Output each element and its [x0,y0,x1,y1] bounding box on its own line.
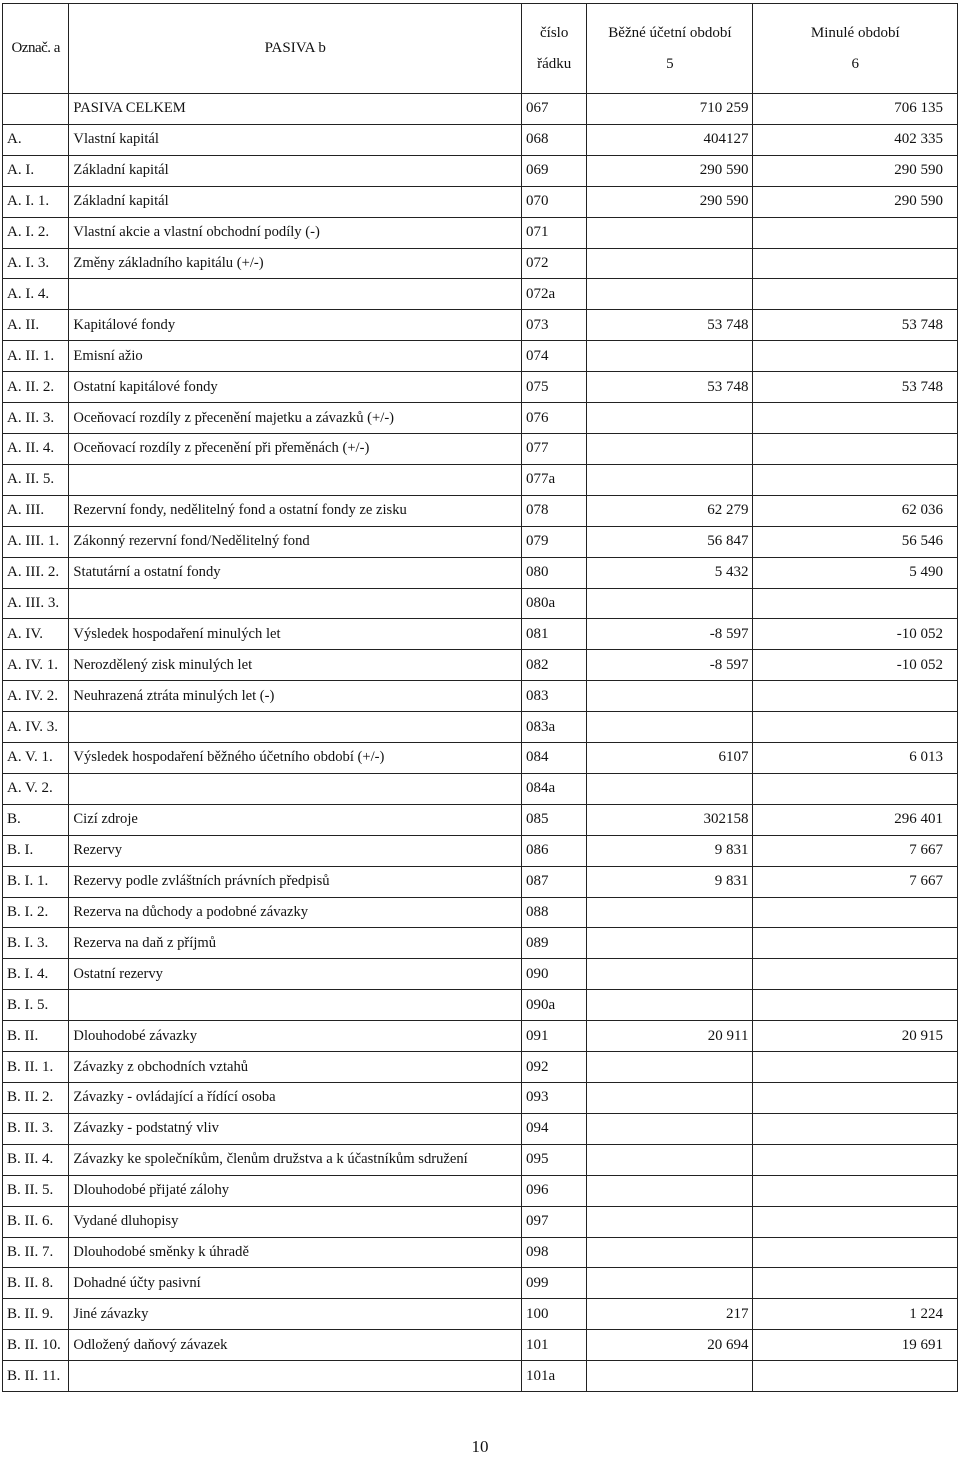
row-previous-period [753,217,958,248]
row-current-period [587,588,753,619]
row-current-period [587,1361,753,1392]
row-name: Dohadné účty pasivní [69,1268,522,1299]
row-name: Rezervní fondy, nedělitelný fond a ostatní fondy ze zisku [69,495,522,526]
row-mark: A. I. 2. [3,217,69,248]
table-row [3,186,958,217]
row-name [69,464,522,495]
row-number: 076 [522,403,587,434]
table-row [3,403,958,434]
table-row [3,1113,958,1144]
row-name: Dlouhodobé přijaté zálohy [69,1175,522,1206]
row-previous-period: 53 748 [753,310,958,341]
row-current-period [587,1083,753,1114]
row-previous-period: -10 052 [753,619,958,650]
row-mark: B. I. 5. [3,990,69,1021]
table-row [3,495,958,526]
row-current-period [587,279,753,310]
row-mark: A. II. [3,310,69,341]
table-header-row [3,4,958,94]
table-row [3,310,958,341]
row-current-period [587,897,753,928]
table-row [3,1021,958,1052]
row-name: Jiné závazky [69,1299,522,1330]
header-current-period [587,4,753,94]
row-current-period: 9 831 [587,866,753,897]
table-row [3,341,958,372]
row-current-period [587,1113,753,1144]
row-previous-period [753,990,958,1021]
row-current-period [587,217,753,248]
row-number: 077 [522,433,587,464]
row-mark: B. II. [3,1021,69,1052]
row-current-period: 20 694 [587,1330,753,1361]
row-previous-period: 53 748 [753,372,958,403]
row-previous-period [753,433,958,464]
header-previous-period [753,4,958,94]
row-previous-period [753,1083,958,1114]
row-mark: A. II. 2. [3,372,69,403]
row-name: Statutární a ostatní fondy [69,557,522,588]
row-current-period: 5 432 [587,557,753,588]
row-current-period: 56 847 [587,526,753,557]
row-current-period: 62 279 [587,495,753,526]
table-row [3,526,958,557]
table-row [3,217,958,248]
header-current-period-bottom: 5 [666,55,674,72]
row-previous-period: 7 667 [753,866,958,897]
row-previous-period [753,1361,958,1392]
row-mark: A. II. 4. [3,433,69,464]
row-name: Závazky ke společníkům, členům družstva a k účastníkům sdružení [69,1144,522,1175]
row-current-period [587,341,753,372]
row-mark: B. II. 9. [3,1299,69,1330]
row-mark: B. II. 5. [3,1175,69,1206]
table-row [3,433,958,464]
row-number: 083a [522,712,587,743]
row-previous-period [753,897,958,928]
row-previous-period: 5 490 [753,557,958,588]
row-number: 097 [522,1206,587,1237]
row-current-period: 302158 [587,804,753,835]
row-mark: A. IV. [3,619,69,650]
row-number: 100 [522,1299,587,1330]
row-name: Výsledek hospodaření minulých let [69,619,522,650]
row-previous-period [753,403,958,434]
row-previous-period [753,588,958,619]
row-number: 101a [522,1361,587,1392]
row-mark: A. I. 1. [3,186,69,217]
row-number: 090a [522,990,587,1021]
row-name: Závazky z obchodních vztahů [69,1052,522,1083]
row-name: Vydané dluhopisy [69,1206,522,1237]
row-previous-period [753,1206,958,1237]
row-current-period: 53 748 [587,310,753,341]
row-name: Rezervy [69,835,522,866]
row-number: 080 [522,557,587,588]
row-previous-period: 706 135 [753,94,958,125]
row-mark: A. I. 3. [3,248,69,279]
table-row [3,155,958,186]
table-row [3,897,958,928]
row-number: 071 [522,217,587,248]
table-row [3,124,958,155]
row-current-period [587,403,753,434]
row-mark: B. II. 6. [3,1206,69,1237]
row-previous-period: 20 915 [753,1021,958,1052]
row-previous-period: 62 036 [753,495,958,526]
row-previous-period [753,1113,958,1144]
table-row [3,1330,958,1361]
table-row [3,248,958,279]
row-previous-period: -10 052 [753,650,958,681]
row-mark: A. I. 4. [3,279,69,310]
row-current-period: 710 259 [587,94,753,125]
row-number: 078 [522,495,587,526]
row-previous-period: 6 013 [753,743,958,774]
row-mark: A. III. 2. [3,557,69,588]
table-row [3,1083,958,1114]
row-number: 088 [522,897,587,928]
row-previous-period: 19 691 [753,1330,958,1361]
table-row [3,773,958,804]
table-row [3,959,958,990]
row-current-period [587,681,753,712]
row-previous-period: 402 335 [753,124,958,155]
row-name: Dlouhodobé směnky k úhradě [69,1237,522,1268]
row-mark: A. III. 3. [3,588,69,619]
table-row [3,1299,958,1330]
row-mark: A. III. 1. [3,526,69,557]
table-row [3,712,958,743]
row-mark: B. II. 2. [3,1083,69,1114]
row-name [69,712,522,743]
row-name: Ostatní kapitálové fondy [69,372,522,403]
table-row [3,279,958,310]
row-number: 084a [522,773,587,804]
row-current-period [587,248,753,279]
row-name: Odložený daňový závazek [69,1330,522,1361]
row-previous-period [753,681,958,712]
row-current-period [587,1052,753,1083]
row-previous-period: 296 401 [753,804,958,835]
table-row [3,464,958,495]
row-number: 072 [522,248,587,279]
table-body [3,94,958,1392]
header-previous-period-bottom: 6 [851,55,859,72]
header-previous-period-top: Minulé období [810,24,900,41]
row-number: 099 [522,1268,587,1299]
row-number: 083 [522,681,587,712]
row-mark: B. II. 4. [3,1144,69,1175]
row-number: 068 [522,124,587,155]
header-row-number [522,4,587,94]
row-name: Závazky - ovládající a řídící osoba [69,1083,522,1114]
row-name: Vlastní kapitál [69,124,522,155]
row-previous-period [753,928,958,959]
row-name: Kapitálové fondy [69,310,522,341]
table-row [3,804,958,835]
row-number: 080a [522,588,587,619]
row-mark [3,94,69,125]
row-mark: A. [3,124,69,155]
table-row [3,650,958,681]
row-current-period [587,959,753,990]
row-number: 089 [522,928,587,959]
header-row-number-bottom: řádku [537,55,572,72]
row-name: Ostatní rezervy [69,959,522,990]
row-number: 075 [522,372,587,403]
row-mark: A. V. 1. [3,743,69,774]
table-row [3,743,958,774]
page-number: 10 [471,1437,489,1456]
table-row [3,94,958,125]
row-mark: A. II. 5. [3,464,69,495]
row-current-period [587,712,753,743]
row-name: Oceňovací rozdíly z přecenění při přeměnách (+/-) [69,433,522,464]
row-current-period [587,928,753,959]
row-mark: B. II. 8. [3,1268,69,1299]
table-row [3,1175,958,1206]
row-current-period: -8 597 [587,619,753,650]
row-previous-period [753,1268,958,1299]
row-previous-period [753,1175,958,1206]
row-mark: B. I. 2. [3,897,69,928]
row-name: Základní kapitál [69,186,522,217]
table-row [3,1268,958,1299]
header-row-number-top: číslo [540,24,569,41]
row-current-period [587,1175,753,1206]
row-current-period [587,1268,753,1299]
row-number: 072a [522,279,587,310]
table-row [3,835,958,866]
row-name: Výsledek hospodaření běžného účetního období (+/-) [69,743,522,774]
row-number: 074 [522,341,587,372]
row-previous-period: 290 590 [753,155,958,186]
row-name [69,588,522,619]
table-row [3,1144,958,1175]
row-mark: B. II. 7. [3,1237,69,1268]
header-name: PASIVA b [69,4,522,94]
table-row [3,588,958,619]
row-mark: B. II. 11. [3,1361,69,1392]
table-row [3,1237,958,1268]
table-row [3,619,958,650]
row-name: Oceňovací rozdíly z přecenění majetku a závazků (+/-) [69,403,522,434]
table-row [3,372,958,403]
row-number: 073 [522,310,587,341]
row-mark: B. I. 1. [3,866,69,897]
row-current-period [587,433,753,464]
row-number: 085 [522,804,587,835]
row-number: 094 [522,1113,587,1144]
row-current-period: 9 831 [587,835,753,866]
row-number: 087 [522,866,587,897]
row-name: Závazky - podstatný vliv [69,1113,522,1144]
row-name: Dlouhodobé závazky [69,1021,522,1052]
row-previous-period: 290 590 [753,186,958,217]
row-previous-period [753,773,958,804]
row-number: 079 [522,526,587,557]
row-number: 093 [522,1083,587,1114]
row-mark: A. IV. 2. [3,681,69,712]
row-previous-period: 7 667 [753,835,958,866]
row-mark: A. IV. 1. [3,650,69,681]
row-mark: A. II. 3. [3,403,69,434]
row-name [69,279,522,310]
row-mark: A. III. [3,495,69,526]
table-row [3,681,958,712]
row-number: 067 [522,94,587,125]
row-current-period: 217 [587,1299,753,1330]
row-current-period: 290 590 [587,186,753,217]
balance-sheet-liabilities-table [2,3,958,1392]
row-number: 091 [522,1021,587,1052]
row-mark: A. II. 1. [3,341,69,372]
row-mark: B. II. 10. [3,1330,69,1361]
row-name: Vlastní akcie a vlastní obchodní podíly (-) [69,217,522,248]
table-row [3,1052,958,1083]
row-previous-period [753,341,958,372]
table-row [3,866,958,897]
row-mark: B. II. 3. [3,1113,69,1144]
row-current-period: 290 590 [587,155,753,186]
row-previous-period [753,1052,958,1083]
row-mark: B. II. 1. [3,1052,69,1083]
row-mark: A. V. 2. [3,773,69,804]
row-name [69,773,522,804]
row-number: 069 [522,155,587,186]
row-number: 077a [522,464,587,495]
row-previous-period [753,712,958,743]
row-current-period: 404127 [587,124,753,155]
row-number: 070 [522,186,587,217]
row-number: 081 [522,619,587,650]
row-current-period [587,1206,753,1237]
row-mark: B. I. [3,835,69,866]
row-number: 096 [522,1175,587,1206]
row-mark: B. [3,804,69,835]
row-previous-period [753,959,958,990]
row-previous-period [753,1144,958,1175]
row-previous-period: 56 546 [753,526,958,557]
row-number: 082 [522,650,587,681]
table-row [3,1361,958,1392]
row-name: Zákonný rezervní fond/Nedělitelný fond [69,526,522,557]
row-name: Základní kapitál [69,155,522,186]
row-mark: A. IV. 3. [3,712,69,743]
row-previous-period [753,279,958,310]
row-number: 092 [522,1052,587,1083]
row-current-period [587,990,753,1021]
row-name: Rezervy podle zvláštních právních předpisů [69,866,522,897]
row-number: 101 [522,1330,587,1361]
row-name: Rezerva na daň z příjmů [69,928,522,959]
row-previous-period [753,464,958,495]
row-current-period [587,464,753,495]
row-number: 090 [522,959,587,990]
row-name: Rezerva na důchody a podobné závazky [69,897,522,928]
row-name [69,1361,522,1392]
row-previous-period [753,1237,958,1268]
row-current-period: 6107 [587,743,753,774]
table-row [3,990,958,1021]
header-mark: Označ. a [3,4,69,94]
row-name: Cizí zdroje [69,804,522,835]
table-row [3,557,958,588]
row-current-period [587,1237,753,1268]
row-current-period: -8 597 [587,650,753,681]
row-current-period [587,773,753,804]
row-name: PASIVA CELKEM [69,94,522,125]
row-current-period: 53 748 [587,372,753,403]
row-current-period: 20 911 [587,1021,753,1052]
row-name [69,990,522,1021]
row-number: 095 [522,1144,587,1175]
header-current-period-top: Běžné účetní období [608,24,732,41]
row-mark: B. I. 3. [3,928,69,959]
row-number: 084 [522,743,587,774]
row-current-period [587,1144,753,1175]
row-number: 086 [522,835,587,866]
row-number: 098 [522,1237,587,1268]
row-mark: A. I. [3,155,69,186]
row-name: Emisní ažio [69,341,522,372]
row-name: Změny základního kapitálu (+/-) [69,248,522,279]
row-name: Nerozdělený zisk minulých let [69,650,522,681]
row-name: Neuhrazená ztráta minulých let (-) [69,681,522,712]
row-mark: B. I. 4. [3,959,69,990]
table-row [3,928,958,959]
table-row [3,1206,958,1237]
row-previous-period: 1 224 [753,1299,958,1330]
row-previous-period [753,248,958,279]
